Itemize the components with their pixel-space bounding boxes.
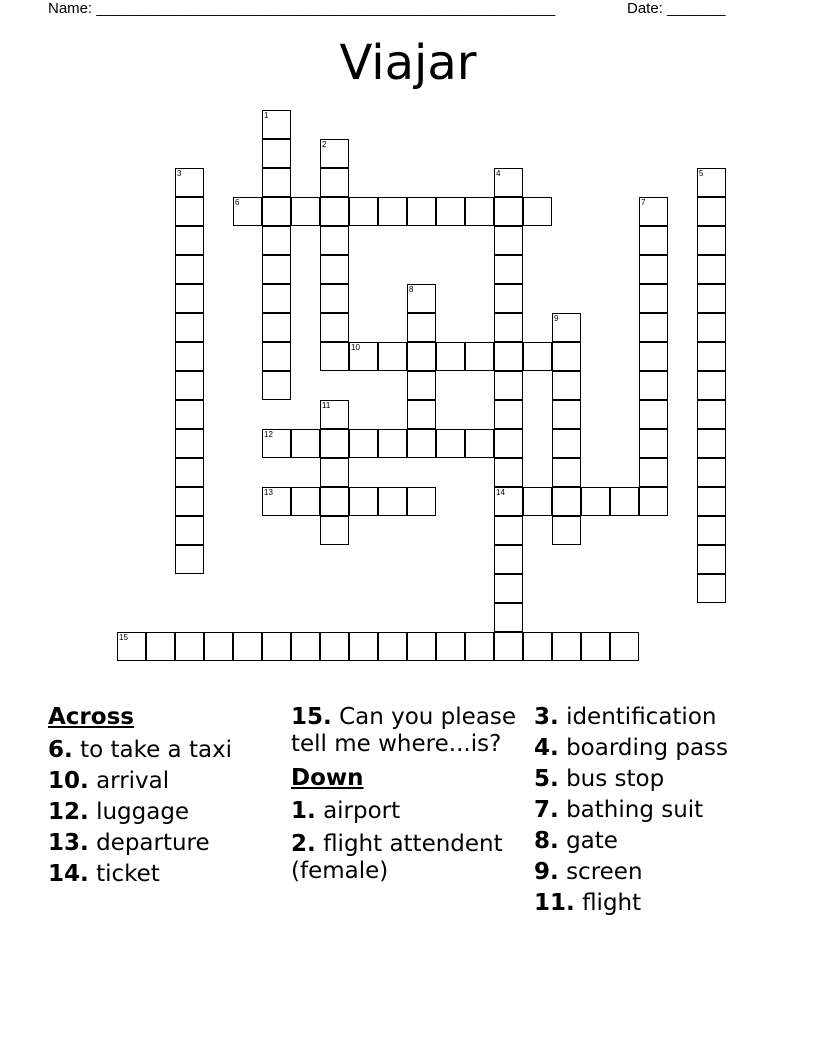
- grid-cell[interactable]: [175, 226, 204, 255]
- grid-cell[interactable]: [494, 313, 523, 342]
- cell-number: 9: [554, 314, 559, 323]
- clue-column-3: [534, 704, 804, 921]
- grid-cell[interactable]: [494, 632, 523, 661]
- grid-cell[interactable]: [320, 255, 349, 284]
- grid-cell[interactable]: [233, 632, 262, 661]
- cell-number: 4: [496, 169, 501, 178]
- grid-cell[interactable]: [610, 632, 639, 661]
- grid-cell[interactable]: [320, 197, 349, 226]
- grid-cell[interactable]: [494, 545, 523, 574]
- grid-cell[interactable]: [262, 139, 291, 168]
- grid-cell[interactable]: [697, 545, 726, 574]
- clue-down-11: 11. flight: [534, 890, 642, 916]
- grid-cell[interactable]: [349, 342, 378, 371]
- cell-number: 1: [264, 111, 269, 120]
- grid-cell[interactable]: [320, 139, 349, 168]
- grid-cell[interactable]: [204, 632, 233, 661]
- grid-cell[interactable]: [494, 429, 523, 458]
- grid-cell[interactable]: [465, 632, 494, 661]
- grid-cell[interactable]: [436, 429, 465, 458]
- grid-cell[interactable]: [697, 313, 726, 342]
- grid-cell[interactable]: [291, 487, 320, 516]
- grid-cell[interactable]: [697, 255, 726, 284]
- grid-cell[interactable]: [552, 342, 581, 371]
- grid-cell[interactable]: [320, 284, 349, 313]
- cell-number: 15: [119, 633, 128, 642]
- grid-cell[interactable]: [407, 313, 436, 342]
- grid-cell[interactable]: [436, 342, 465, 371]
- grid-cell[interactable]: [523, 632, 552, 661]
- cell-number: 10: [351, 343, 360, 352]
- grid-cell[interactable]: [320, 313, 349, 342]
- clue-across-13: 13. departure: [48, 830, 210, 856]
- grid-cell[interactable]: [552, 632, 581, 661]
- cell-number: 2: [322, 140, 327, 149]
- grid-cell[interactable]: [146, 632, 175, 661]
- grid-cell[interactable]: [697, 168, 726, 197]
- clue-down-2: 2. flight attendent (female): [291, 831, 503, 884]
- grid-cell[interactable]: [639, 400, 668, 429]
- grid-cell[interactable]: [262, 487, 291, 516]
- grid-cell[interactable]: [407, 487, 436, 516]
- clue-across-15: 15. Can you please tell me where...is?: [291, 704, 517, 757]
- grid-cell[interactable]: [494, 255, 523, 284]
- grid-cell[interactable]: [639, 313, 668, 342]
- grid-cell[interactable]: [407, 400, 436, 429]
- grid-cell[interactable]: [494, 226, 523, 255]
- grid-cell[interactable]: [262, 342, 291, 371]
- grid-cell[interactable]: [349, 487, 378, 516]
- grid-cell[interactable]: [639, 458, 668, 487]
- clue-column-2: [291, 704, 521, 892]
- grid-cell[interactable]: [552, 516, 581, 545]
- grid-cell[interactable]: [552, 400, 581, 429]
- clue-across-14: 14. ticket: [48, 861, 160, 887]
- grid-cell[interactable]: [697, 342, 726, 371]
- grid-cell[interactable]: [639, 284, 668, 313]
- grid-cell[interactable]: [175, 371, 204, 400]
- grid-cell[interactable]: [581, 632, 610, 661]
- grid-cell[interactable]: [175, 545, 204, 574]
- grid-cell[interactable]: [262, 197, 291, 226]
- grid-cell[interactable]: [175, 342, 204, 371]
- grid-cell[interactable]: [175, 632, 204, 661]
- grid-cell[interactable]: [697, 197, 726, 226]
- clue-down-7: 7. bathing suit: [534, 797, 704, 823]
- clue-down-5: 5. bus stop: [534, 766, 665, 792]
- clue-down-3: 3. identification: [534, 704, 717, 730]
- grid-cell[interactable]: [407, 284, 436, 313]
- date-field[interactable]: Date: _______: [627, 0, 726, 17]
- grid-cell[interactable]: [523, 197, 552, 226]
- grid-cell[interactable]: [262, 632, 291, 661]
- grid-cell[interactable]: [494, 603, 523, 632]
- grid-cell[interactable]: [639, 342, 668, 371]
- grid-cell[interactable]: [697, 458, 726, 487]
- grid-cell[interactable]: [320, 168, 349, 197]
- cell-number: 3: [177, 169, 182, 178]
- grid-cell[interactable]: [697, 226, 726, 255]
- cell-number: 13: [264, 488, 273, 497]
- grid-cell[interactable]: [262, 371, 291, 400]
- grid-cell[interactable]: [291, 632, 320, 661]
- grid-cell[interactable]: [175, 197, 204, 226]
- grid-cell[interactable]: [320, 632, 349, 661]
- grid-cell[interactable]: [291, 197, 320, 226]
- grid-cell[interactable]: [262, 226, 291, 255]
- grid-cell[interactable]: [378, 342, 407, 371]
- grid-cell[interactable]: [436, 197, 465, 226]
- grid-cell[interactable]: [378, 632, 407, 661]
- grid-cell[interactable]: [407, 197, 436, 226]
- grid-cell[interactable]: [407, 371, 436, 400]
- grid-cell[interactable]: [262, 255, 291, 284]
- cell-number: 12: [264, 430, 273, 439]
- clue-across-10: 10. arrival: [48, 768, 170, 794]
- grid-cell[interactable]: [175, 168, 204, 197]
- grid-cell[interactable]: [639, 255, 668, 284]
- grid-cell[interactable]: [320, 342, 349, 371]
- grid-cell[interactable]: [639, 371, 668, 400]
- grid-cell[interactable]: [320, 487, 349, 516]
- grid-cell[interactable]: [262, 168, 291, 197]
- grid-cell[interactable]: [697, 516, 726, 545]
- grid-cell[interactable]: [494, 487, 523, 516]
- grid-cell[interactable]: [407, 632, 436, 661]
- grid-cell[interactable]: [291, 429, 320, 458]
- grid-cell[interactable]: [552, 487, 581, 516]
- grid-cell[interactable]: [523, 487, 552, 516]
- clue-down-8: 8. gate: [534, 828, 618, 854]
- grid-cell[interactable]: [407, 342, 436, 371]
- grid-cell[interactable]: [320, 516, 349, 545]
- grid-cell[interactable]: [175, 255, 204, 284]
- grid-cell[interactable]: [494, 168, 523, 197]
- grid-cell[interactable]: [697, 284, 726, 313]
- clue-column-1: [48, 704, 283, 892]
- grid-cell[interactable]: [320, 458, 349, 487]
- grid-cell[interactable]: [320, 226, 349, 255]
- grid-cell[interactable]: [465, 197, 494, 226]
- grid-cell[interactable]: [552, 371, 581, 400]
- grid-cell[interactable]: [320, 429, 349, 458]
- grid-cell[interactable]: [262, 429, 291, 458]
- grid-cell[interactable]: [378, 487, 407, 516]
- grid-cell[interactable]: [349, 429, 378, 458]
- grid-cell[interactable]: [465, 342, 494, 371]
- clue-down-1: 1. airport: [291, 797, 401, 824]
- grid-cell[interactable]: [494, 284, 523, 313]
- grid-cell[interactable]: [117, 632, 146, 661]
- cell-number: 5: [699, 169, 704, 178]
- cell-number: 6: [235, 198, 240, 207]
- grid-cell[interactable]: [175, 313, 204, 342]
- cell-number: 7: [641, 198, 646, 207]
- grid-cell[interactable]: [552, 458, 581, 487]
- grid-cell[interactable]: [697, 371, 726, 400]
- clue-down-4: 4. boarding pass: [534, 735, 729, 761]
- grid-cell[interactable]: [494, 574, 523, 603]
- grid-cell[interactable]: [175, 429, 204, 458]
- grid-cell[interactable]: [494, 342, 523, 371]
- grid-cell[interactable]: [494, 197, 523, 226]
- grid-cell[interactable]: [262, 284, 291, 313]
- grid-cell[interactable]: [494, 458, 523, 487]
- grid-cell[interactable]: [697, 429, 726, 458]
- grid-cell[interactable]: [378, 197, 407, 226]
- grid-cell[interactable]: [349, 197, 378, 226]
- grid-cell[interactable]: [639, 197, 668, 226]
- grid-cell[interactable]: [494, 516, 523, 545]
- grid-cell[interactable]: [175, 458, 204, 487]
- clue-across-6: 6. to take a taxi: [48, 737, 233, 763]
- grid-cell[interactable]: [552, 313, 581, 342]
- grid-cell[interactable]: [523, 342, 552, 371]
- grid-cell[interactable]: [610, 487, 639, 516]
- cell-number: 8: [409, 285, 414, 294]
- grid-cell[interactable]: [639, 429, 668, 458]
- grid-cell[interactable]: [639, 226, 668, 255]
- grid-cell[interactable]: [436, 632, 465, 661]
- grid-cell[interactable]: [262, 313, 291, 342]
- grid-cell[interactable]: [697, 400, 726, 429]
- grid-cell[interactable]: [465, 429, 494, 458]
- grid-cell[interactable]: [175, 487, 204, 516]
- clue-across-12: 12. luggage: [48, 799, 190, 825]
- grid-cell[interactable]: [320, 400, 349, 429]
- grid-cell[interactable]: [494, 400, 523, 429]
- grid-cell[interactable]: [233, 197, 262, 226]
- grid-cell[interactable]: [697, 487, 726, 516]
- grid-cell[interactable]: [175, 284, 204, 313]
- cell-number: 11: [322, 401, 331, 410]
- page-title: Viajar: [339, 35, 477, 91]
- grid-cell[interactable]: [552, 429, 581, 458]
- clue-down-9: 9. screen: [534, 859, 643, 885]
- grid-cell[interactable]: [697, 574, 726, 603]
- across-heading: Across: [48, 704, 134, 730]
- grid-cell[interactable]: [407, 429, 436, 458]
- grid-cell[interactable]: [175, 400, 204, 429]
- cell-number: 14: [496, 488, 505, 497]
- grid-cell[interactable]: [639, 487, 668, 516]
- grid-cell[interactable]: [262, 110, 291, 139]
- grid-cell[interactable]: [581, 487, 610, 516]
- grid-cell[interactable]: [349, 632, 378, 661]
- grid-cell[interactable]: [494, 371, 523, 400]
- name-field[interactable]: Name: _______________________________________________________: [48, 0, 556, 17]
- down-heading: Down: [291, 764, 364, 791]
- grid-cell[interactable]: [175, 516, 204, 545]
- grid-cell[interactable]: [378, 429, 407, 458]
